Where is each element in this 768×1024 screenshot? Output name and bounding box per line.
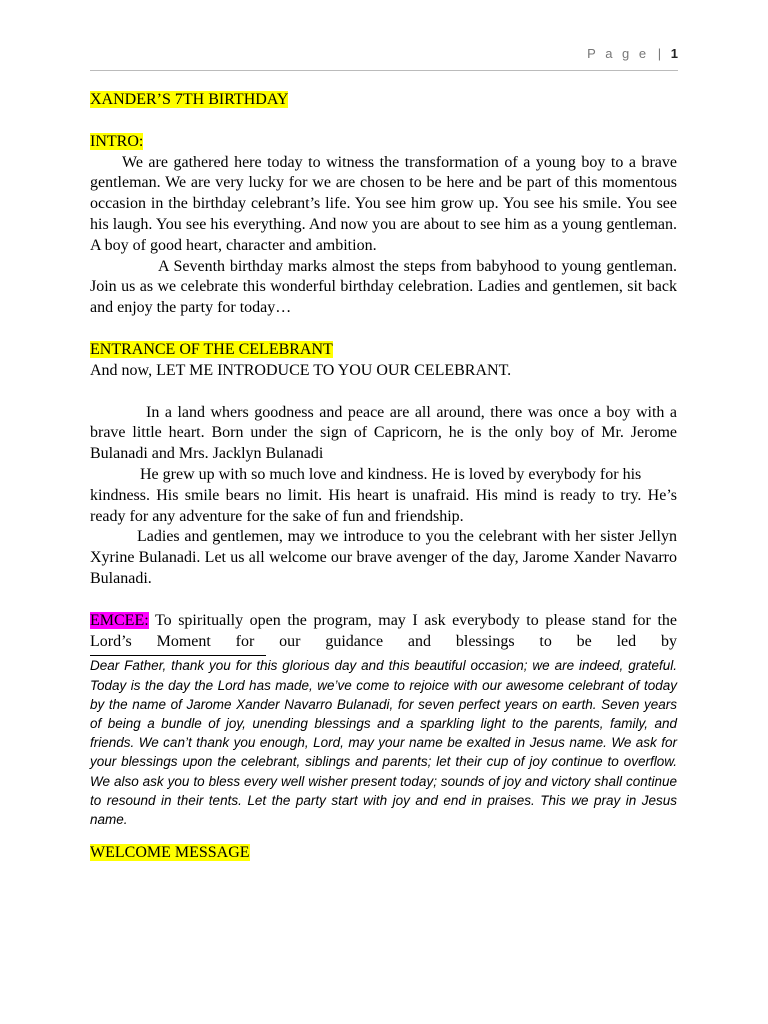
entrance-heading: ENTRANCE OF THE CELEBRANT — [90, 340, 333, 358]
entrance-paragraph-2b: kindness. His smile bears no limit. His heart is unafraid. His mind is ready to try. He’s ready for any adventure for the sake of fun and friendship. — [90, 486, 677, 525]
emcee-paragraph — [90, 611, 677, 653]
page-label: P a g e — [587, 46, 650, 61]
page-header — [587, 46, 678, 61]
document-body — [90, 90, 677, 864]
entrance-paragraph-2a: He grew up with so much love and kindness. He is loved by everybody for his — [140, 465, 642, 483]
intro-paragraph-2: A Seventh birthday marks almost the steps from babyhood to young gentleman. Join us as we celebrate this wonderful birthday celebration. Ladies and gentlemen, sit back and enjoy the party for today… — [90, 257, 677, 317]
page-number: 1 — [670, 46, 678, 61]
welcome-heading: WELCOME MESSAGE — [90, 844, 250, 862]
page-separator: | — [657, 46, 662, 61]
emcee-label: EMCEE: — [90, 611, 149, 629]
entrance-paragraph-3: Ladies and gentlemen, may we introduce to you the celebrant with her sister Jellyn Xyrine Bulanadi. Let us all welcome our brave avenger of the day, Jarome Xander Navarro Bulanadi. — [90, 528, 677, 587]
entrance-intro-line: And now, LET ME INTRODUCE TO YOU OUR CELEBRANT. — [90, 361, 512, 379]
prayer-text: Dear Father, thank you for this glorious day and this beautiful occasion; we are indeed, grateful. Today is the day the Lord has made, we’ve come to rejoice with our awesome celebrant of today by the name of Jarome Xander Navarro Bulanadi, for seven perfect years on earth. Seven years of being a bundle of joy, unending blessings and a sparkling light to the parents, family, and friends. We can’t thank you enough, Lord, may your name be exalted in Jesus name. We ask for your blessings upon the celebrant, siblings and parents; let their cup of joy continue to overflow. We also ask you to bless every well wisher present today; sounds of joy and victory shall continue to resound in their tents. Let the party start with joy and end in praises. This we pray in Jesus name. — [90, 658, 677, 827]
intro-paragraph-1: We are gathered here today to witness the transformation of a young boy to a brave gentleman. We are very lucky for we are chosen to be here and be part of this momentous occasion in the birthday celebrant’s life. You see him grow up. You see his smile. You see his laugh. You see his everything. And now you are about to see him as a young gentleman. A boy of good heart, character and ambition. — [90, 153, 677, 254]
header-rule — [90, 70, 678, 71]
document-title: XANDER’S 7TH BIRTHDAY — [90, 91, 289, 108]
intro-heading: INTRO: — [90, 132, 144, 150]
entrance-paragraph-1: In a land whers goodness and peace are all around, there was once a boy with a brave little heart. Born under the sign of Capricorn, he is the only boy of Mr. Jerome Bulanadi and Mrs. Jacklyn Bulanadi — [90, 403, 677, 463]
emcee-text: To spiritually open the program, may I ask everybody to please stand for the Lord’s Moment for our guidance and blessings to be led by — [90, 611, 677, 650]
